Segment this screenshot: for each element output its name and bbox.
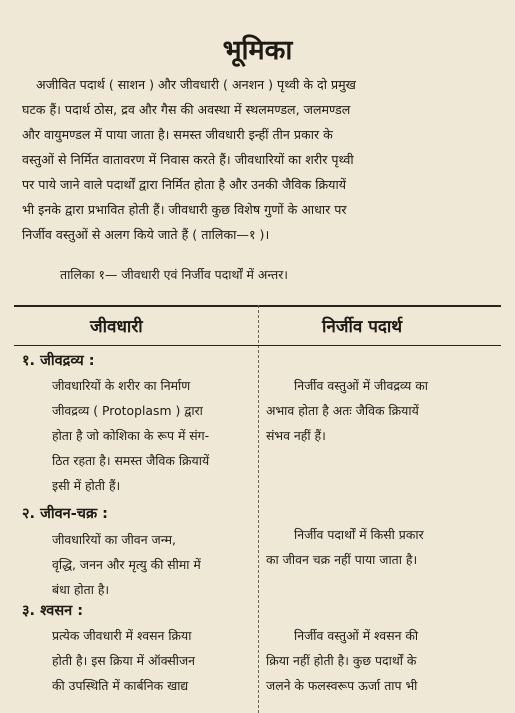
section-2-living-text (52, 527, 252, 602)
cell-line: इसी में होती हैं। (52, 478, 121, 493)
section-title-protoplasm: १. जीवद्रव्य : (22, 353, 95, 369)
section-3-nonliving-text (266, 623, 498, 698)
intro-line: भी इनके द्वारा प्रभावित होती हैं। जीवधारी कुछ विशेष गुणों के आधार पर (22, 202, 347, 217)
cell-line: निर्जीव पदार्थों में किसी प्रकार (294, 527, 424, 542)
page-title: भूमिका (222, 35, 293, 66)
intro-line: निर्जीव वस्तुओं से अलग किये जाते हैं ( तालिका—१ )। (22, 227, 270, 242)
cell-line: का जीवन चक्र नहीं पाया जाता है। (266, 552, 418, 567)
column-divider (258, 305, 259, 713)
cell-line: होता है जो कोशिका के रूप में संग- (52, 428, 210, 443)
section-1-living-text (52, 373, 252, 498)
column-header-nonliving: निर्जीव पदार्थ (322, 317, 403, 337)
table-caption: तालिका १— जीवधारी एवं निर्जीव पदार्थों में अन्तर। (60, 267, 289, 282)
cell-line: जीवधारियों का जीवन जन्म, (52, 532, 176, 547)
cell-line: होती है। इस क्रिया में ऑक्सीजन (52, 653, 196, 668)
section-2-nonliving-text (266, 522, 498, 572)
cell-line: निर्जीव वस्तुओं में जीवद्रव्य का (294, 378, 428, 393)
cell-line: वृद्धि, जनन और मृत्यु की सीमा में (52, 557, 201, 572)
section-1-nonliving-text (266, 373, 498, 448)
cell-line: बंधा होता है। (52, 582, 110, 597)
section-title-life-cycle: २. जीवन-चक्र : (22, 506, 108, 522)
intro-line: पर पाये जाने वाले पदार्थों द्वारा निर्मित होता है और उनकी जैविक क्रियायें (22, 177, 347, 192)
intro-line: अजीवित पदार्थ ( साशन ) और जीवधारी ( अनशन ) पृथ्वी के दो प्रमुख (36, 77, 356, 92)
cell-line: जलने के फलस्वरूप ऊर्जा ताप भी (266, 678, 418, 693)
cell-line: निर्जीव वस्तुओं में श्वसन की (294, 628, 419, 643)
cell-line: क्रिया नहीं होती है। कुछ पदार्थों के (266, 653, 417, 668)
intro-line: और वायुमण्डल में पाया जाता है। समस्त जीवधारी इन्हीं तीन प्रकार के (22, 127, 333, 142)
cell-line: ठित रहता है। समस्त जैविक क्रियायें (52, 453, 210, 468)
cell-line: की उपस्थिति में कार्बनिक खाद्य (52, 678, 189, 693)
cell-line: जीवद्रव्य ( Protoplasm ) द्वारा (52, 403, 203, 418)
section-title-respiration: ३. श्वसन : (22, 603, 84, 619)
column-header-living: जीवधारी (90, 317, 143, 337)
intro-line: वस्तुओं से निर्मित वातावरण में निवास करते हैं। जीवधारियों का शरीर पृथ्वी (22, 152, 354, 167)
intro-paragraph (22, 72, 500, 247)
cell-line: संभव नहीं हैं। (266, 428, 326, 443)
table-header-rule (14, 345, 501, 346)
section-3-living-text (52, 623, 252, 698)
cell-line: जीवधारियों के शरीर का निर्माण (52, 378, 191, 393)
cell-line: प्रत्येक जीवधारी में श्वसन क्रिया (52, 628, 192, 643)
intro-line: घटक हैं। पदार्थ ठोस, द्रव और गैस की अवस्था में स्थलमण्डल, जलमण्डल (22, 102, 351, 117)
cell-line: अभाव होता है अतः जैविक क्रियायें (266, 403, 419, 418)
